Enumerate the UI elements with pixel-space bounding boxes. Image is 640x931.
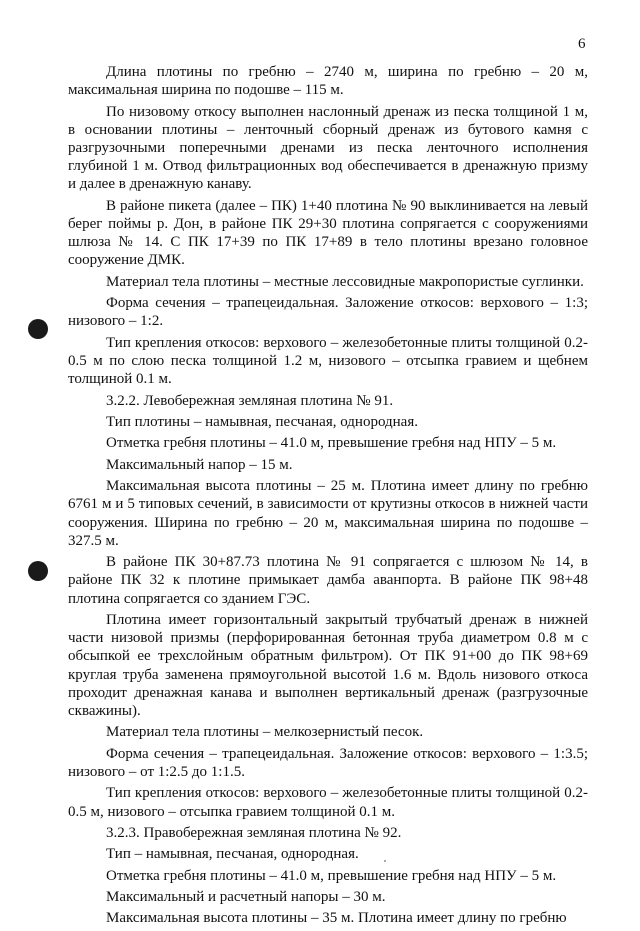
paragraph: В районе ПК 30+87.73 плотина № 91 сопрягается с шлюзом № 14, в районе ПК 32 к плотине примыкает дамба аванпорта. В районе ПК 98+48 плотина сопрягается со зданием ГЭС. (68, 554, 588, 607)
binder-hole-mark (28, 561, 48, 581)
paragraph: Максимальная высота плотины – 25 м. Плотина имеет длину по гребню 6761 м и 5 типовых сечений, в зависимости от крутизны откосов в нижней части сооружения. Ширина по гребню – 20 м, максимальная ширина по подошве – 327.5 м. (68, 478, 588, 549)
paragraph: Максимальный и расчетный напоры – 30 м. (106, 889, 386, 906)
paragraph: Максимальная высота плотины – 35 м. Плотина имеет длину по гребню (106, 910, 567, 927)
paragraph: Материал тела плотины – местные лессовидные макропористые суглинки. (106, 273, 584, 290)
paragraph: Длина плотины по гребню – 2740 м, ширина по гребню – 20 м, максимальная ширина по подошве – 115 м. (68, 64, 588, 99)
page-number: 6 (578, 36, 586, 52)
paragraph: Тип – намывная, песчаная, однородная. (106, 846, 359, 863)
paragraph: В районе пикета (далее – ПК) 1+40 плотина № 90 выклинивается на левый берег поймы р. Дон, в районе ПК 29+30 плотина сопрягается с сооружениями шлюза № 14. С ПК 17+39 по ПК 17+89 в тело плотины врезано головное сооружение ДМК. (68, 197, 588, 269)
section-heading: 3.2.2. Левобережная земляная плотина № 91. (106, 392, 394, 409)
paragraph: Тип плотины – намывная, песчаная, однородная. (106, 413, 418, 430)
paragraph: Максимальный напор – 15 м. (106, 456, 293, 473)
paragraph: Форма сечения – трапецеидальная. Заложение откосов: верхового – 1:3; низового – 1:2. (68, 295, 588, 330)
paragraph: Тип крепления откосов: верхового – железобетонные плиты толщиной 0.2-0.5 м по слою песка толщиной 1.2 м, низового – отсыпка гравием и щебнем толщиной 0.1 м. (68, 334, 588, 388)
section-heading: 3.2.3. Правобережная земляная плотина № 92. (106, 824, 402, 841)
paragraph: Отметка гребня плотины – 41.0 м, превышение гребня над НПУ – 5 м. (106, 435, 557, 452)
binder-hole-mark (28, 319, 48, 339)
paragraph: По низовому откосу выполнен наслонный дренаж из песка толщиной 1 м, в основании плотины – ленточный сборный дренаж из бутового камня с разгрузочными поперечными дренами из песка ленточного исполнения глубиной 1 м. Отвод фильтрационных вод обеспечивается в дренажную призму и далее в дренажную канаву. (68, 103, 588, 193)
paragraph: Форма сечения – трапецеидальная. Заложение откосов: верхового – 1:3.5; низового – от 1:2.5 до 1:1.5. (68, 745, 588, 780)
paragraph: Тип крепления откосов: верхового – железобетонные плиты толщиной 0.2-0.5 м, низового – отсыпка гравием толщиной 0.1 м. (68, 785, 588, 820)
paragraph: Отметка гребня плотины – 41.0 м, превышение гребня над НПУ – 5 м. (106, 867, 557, 884)
paragraph: Материал тела плотины – мелкозернистый песок. (106, 724, 424, 741)
paragraph: Плотина имеет горизонтальный закрытый трубчатый дренаж в нижней части низовой призмы (перфорированная бетонная труба диаметром 0.8 м с обсыпкой ее трехслойным обратным фильтром). От ПК 91+00 до ПК 98+69 круглая труба заменена прямоугольной высотой 1.6 м. Вдоль низового откоса проходит дренажная канава и выполнен вертикальный дренаж (разгрузочные скважины). (68, 611, 588, 719)
document-body (68, 63, 588, 931)
